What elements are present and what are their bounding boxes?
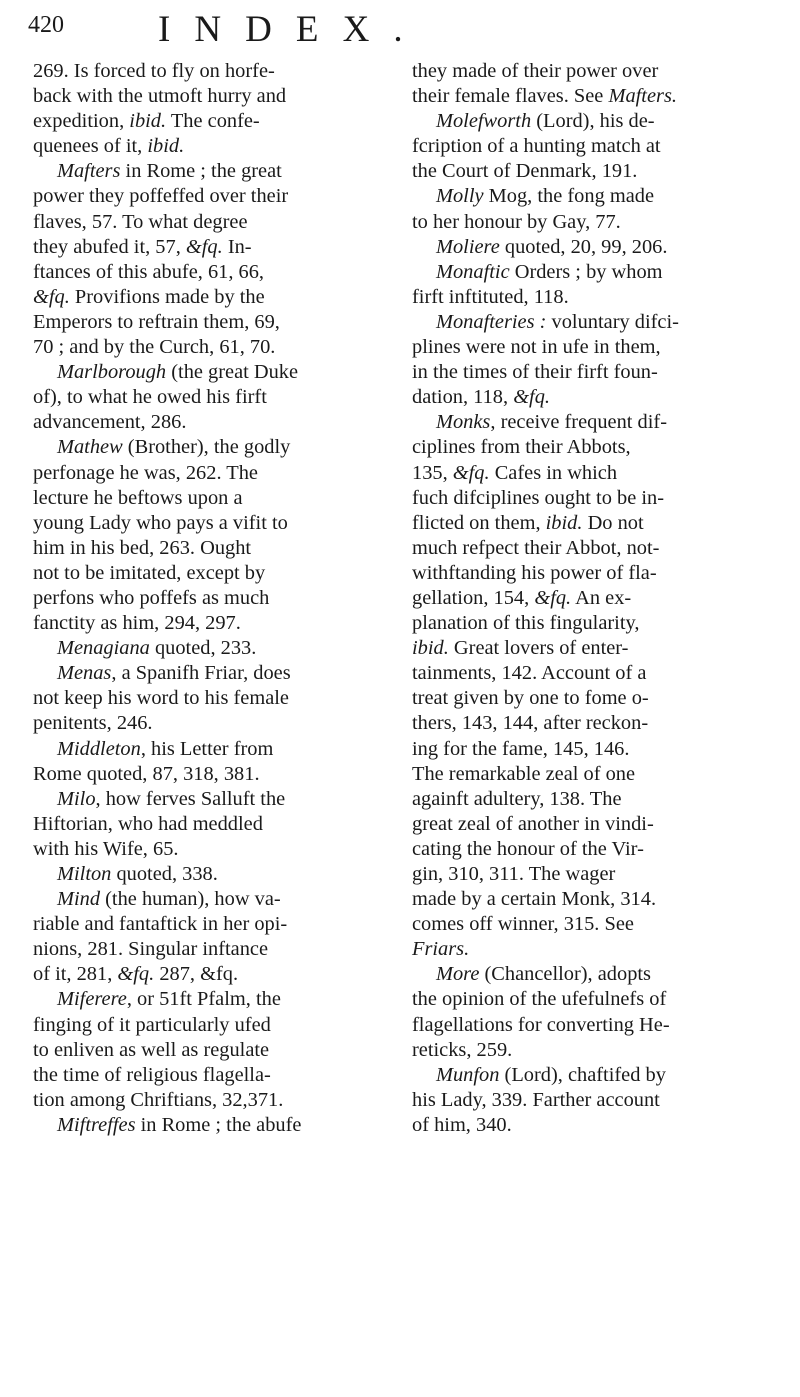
entry-line — [33, 486, 393, 511]
index-entry — [412, 260, 777, 310]
entry-line — [33, 1063, 393, 1088]
entry-line — [412, 636, 777, 661]
line-text: 70 ; and by the Curch, 61, 70. — [33, 336, 276, 359]
italic-term: &fq. — [513, 386, 551, 409]
italic-term: More — [436, 963, 480, 986]
line-text: gellation, 154, — [412, 586, 535, 609]
entry-line — [412, 235, 777, 260]
entry-line — [412, 134, 777, 159]
line-text: much refpect their Abbot, not- — [412, 536, 660, 559]
entry-line — [33, 410, 393, 435]
line-text: (the human), how va- — [100, 888, 281, 911]
line-text: Rome quoted, 87, 318, 381. — [33, 762, 260, 785]
line-text: to enliven as well as regulate — [33, 1038, 270, 1061]
line-text: In- — [222, 235, 252, 258]
entry-line — [412, 711, 777, 736]
italic-term: Menas — [57, 662, 112, 685]
line-text: The remarkable zeal of one — [412, 762, 636, 785]
entry-line — [412, 962, 777, 987]
entry-line — [412, 360, 777, 385]
line-text: his Lady, 339. Farther account — [412, 1088, 660, 1111]
index-entry — [33, 661, 393, 736]
entry-line — [33, 1113, 393, 1138]
entry-line — [33, 235, 393, 260]
line-text: finging of it particularly ufed — [33, 1013, 271, 1036]
italic-term: Milo — [57, 787, 96, 810]
italic-term: Mafters — [57, 160, 121, 183]
entry-line — [33, 536, 393, 561]
line-text: they made of their power over — [412, 60, 659, 82]
entry-line — [412, 410, 777, 435]
line-text: ing for the fame, 145, 146. — [412, 737, 630, 760]
italic-term: Monafteries : — [436, 310, 547, 333]
italic-term: ibid. — [147, 135, 185, 158]
italic-term: Molefworth — [436, 110, 532, 133]
line-text: reticks, 259. — [412, 1038, 513, 1061]
line-text: An ex- — [571, 586, 632, 609]
entry-line — [412, 787, 777, 812]
line-text: quoted, 338. — [111, 863, 218, 885]
line-text: their female flaves. See — [412, 85, 609, 108]
line-text: tainments, 142. Account of a — [412, 662, 647, 685]
line-text: quoted, 20, 99, 206. — [499, 235, 668, 258]
line-text: the opinion of the ufefulnefs of — [412, 988, 667, 1011]
line-text: ftances of this abufe, 61, 66, — [33, 260, 265, 283]
line-text: , or 51ft Pfalm, the — [126, 988, 281, 1011]
entry-line — [33, 862, 393, 887]
line-text: Great lovers of enter- — [448, 637, 629, 660]
index-entry — [33, 159, 393, 360]
entry-line — [412, 1063, 777, 1088]
italic-term: Miftreffes — [57, 1113, 136, 1136]
entry-line — [412, 862, 777, 887]
line-text: quenees of it, — [33, 135, 148, 158]
entry-line — [33, 109, 393, 134]
entry-line — [33, 360, 393, 385]
index-entry — [412, 962, 777, 1062]
index-entry — [33, 787, 393, 862]
entry-line — [33, 661, 393, 686]
page-header — [28, 8, 773, 48]
line-text: , how ferves Salluft the — [95, 787, 286, 810]
entry-line — [412, 887, 777, 912]
entry-line — [33, 335, 393, 360]
line-text: dation, 118, — [412, 386, 514, 409]
entry-line — [412, 511, 777, 536]
entry-line — [412, 486, 777, 511]
entry-line — [412, 812, 777, 837]
index-entry — [412, 184, 777, 234]
line-text: (Chancellor), adopts — [479, 963, 651, 986]
entry-line — [33, 711, 393, 736]
italic-term: Middleton — [57, 737, 141, 760]
italic-term: Milton — [57, 863, 112, 885]
index-entry — [33, 1113, 393, 1138]
index-entry — [412, 310, 777, 410]
italic-term: ibid. — [412, 637, 449, 660]
entry-line — [412, 536, 777, 561]
line-text: thers, 143, 144, after reckon- — [412, 712, 649, 735]
line-text: the time of religious flagella- — [33, 1063, 271, 1086]
index-entry — [412, 1063, 777, 1138]
page-number: 420 — [28, 12, 64, 38]
line-text: Hiftorian, who had meddled — [33, 812, 263, 835]
line-text: power they poffeffed over their — [33, 185, 289, 208]
line-text: cating the honour of the Vir- — [412, 837, 644, 860]
entry-line — [33, 84, 393, 109]
italic-term: &fq. — [185, 235, 223, 258]
line-text: planation of this fingularity, — [412, 612, 640, 635]
entry-line — [412, 385, 777, 410]
line-text: the Court of Denmark, 191. — [412, 160, 638, 183]
entry-line — [33, 837, 393, 862]
line-text: in the times of their firft foun- — [412, 361, 658, 384]
entry-line — [33, 686, 393, 711]
entry-line — [33, 586, 393, 611]
italic-term: Friars. — [412, 938, 470, 961]
entry-line — [33, 59, 393, 84]
entry-line — [33, 1088, 393, 1113]
line-text: young Lady who pays a vifit to — [33, 511, 288, 534]
entry-line — [33, 184, 393, 209]
entry-line — [33, 210, 393, 235]
entry-line — [412, 937, 777, 962]
entry-line — [412, 1013, 777, 1038]
entry-line — [33, 887, 393, 912]
line-text: firft inftituted, 118. — [412, 285, 569, 308]
line-text: not keep his word to his female — [33, 687, 289, 710]
line-text: flagellations for converting He- — [412, 1013, 670, 1036]
line-text: with his Wife, 65. — [33, 837, 179, 860]
entry-line — [33, 435, 393, 460]
entry-line — [412, 84, 777, 109]
line-text: treat given by one to fome o- — [412, 687, 649, 710]
italic-term: Munfon — [436, 1063, 500, 1086]
entry-line — [33, 134, 393, 159]
italic-term: ibid. — [545, 511, 583, 534]
line-text: Orders ; by whom — [509, 260, 663, 283]
line-text: to her honour by Gay, 77. — [412, 210, 621, 233]
line-text: of it, 281, — [33, 963, 118, 986]
line-text: quoted, 233. — [149, 637, 257, 660]
entry-line — [33, 812, 393, 837]
line-text: gin, 310, 311. The wager — [412, 863, 616, 885]
line-text: perfons who poffefs as much — [33, 586, 270, 609]
entry-line — [33, 159, 393, 184]
italic-term: Mind — [57, 888, 101, 911]
entry-line — [33, 260, 393, 285]
line-text: , a Spanifh Friar, does — [111, 662, 291, 685]
entry-line — [33, 561, 393, 586]
entry-line — [33, 1013, 393, 1038]
entry-line — [33, 511, 393, 536]
entry-line — [33, 611, 393, 636]
line-text: Do not — [582, 511, 644, 534]
line-text: in Rome ; the abufe — [135, 1113, 302, 1136]
line-text: (Lord), chaftifed by — [499, 1063, 666, 1086]
italic-term: &fq. — [534, 586, 572, 609]
entry-line — [412, 285, 777, 310]
entry-line — [33, 285, 393, 310]
entry-line — [33, 762, 393, 787]
line-text: (Lord), his de- — [531, 110, 655, 133]
line-text: of him, 340. — [412, 1113, 512, 1136]
italic-term: ibid. — [129, 110, 167, 133]
line-text: perfonage he was, 262. The — [33, 461, 258, 484]
line-text: him in his bed, 263. Ought — [33, 536, 252, 559]
entry-line — [412, 184, 777, 209]
entry-line — [412, 335, 777, 360]
line-text: , receive frequent dif- — [490, 411, 667, 434]
line-text: advancement, 286. — [33, 411, 187, 434]
entry-line — [412, 1088, 777, 1113]
entry-line — [33, 385, 393, 410]
line-text: Cafes in which — [489, 461, 618, 484]
line-text: nions, 281. Singular inftance — [33, 938, 269, 961]
line-text: (the great Duke — [166, 361, 299, 384]
entry-line — [412, 762, 777, 787]
line-text: tion among Chriftians, 32,371. — [33, 1088, 284, 1111]
line-text: Provifions made by the — [69, 285, 265, 308]
line-text: Mog, the fong made — [483, 185, 655, 208]
line-text: withftanding his power of fla- — [412, 561, 657, 584]
index-entry — [33, 862, 393, 887]
entry-line — [412, 461, 777, 486]
index-entry — [33, 435, 393, 636]
italic-term: Monks — [436, 411, 491, 434]
line-text: (Brother), the godly — [122, 436, 291, 459]
entry-line — [412, 912, 777, 937]
line-text: fuch difciplines ought to be in- — [412, 486, 664, 509]
entry-line — [33, 310, 393, 335]
index-entry — [33, 987, 393, 1112]
entry-line — [412, 435, 777, 460]
line-text: lecture he beftows upon a — [33, 486, 243, 509]
italic-term: Moliere — [436, 235, 500, 258]
line-text: expedition, — [33, 110, 130, 133]
line-text: riable and fantaftick in her opi- — [33, 913, 288, 936]
index-entry — [33, 636, 393, 661]
right-column — [412, 59, 777, 1138]
line-text: againft adultery, 138. The — [412, 787, 622, 810]
entry-line — [33, 737, 393, 762]
index-entry — [412, 235, 777, 260]
line-text: 287, &fq. — [154, 963, 239, 986]
line-text: they abufed it, 57, — [33, 235, 186, 258]
line-text: , his Letter from — [140, 737, 274, 760]
italic-term: Marlborough — [57, 361, 167, 384]
line-text: flicted on them, — [412, 511, 546, 534]
entry-line — [33, 636, 393, 661]
entry-line — [33, 962, 393, 987]
entry-line — [412, 586, 777, 611]
line-text: fanctity as him, 294, 297. — [33, 612, 241, 635]
entry-line — [412, 1113, 777, 1138]
entry-line — [412, 661, 777, 686]
line-text: penitents, 246. — [33, 712, 153, 735]
line-text: not to be imitated, except by — [33, 561, 266, 584]
italic-term: &fq. — [33, 285, 70, 308]
entry-line — [412, 611, 777, 636]
index-entry — [412, 59, 777, 109]
line-text: flaves, 57. To what degree — [33, 210, 248, 233]
entry-line — [412, 109, 777, 134]
entry-line — [412, 260, 777, 285]
italic-term: Mathew — [57, 436, 123, 459]
line-text: in Rome ; the great — [120, 160, 282, 183]
line-text: made by a certain Monk, 314. — [412, 888, 657, 911]
italic-term: Mafters. — [608, 85, 677, 108]
entry-line — [412, 159, 777, 184]
index-entry — [33, 59, 393, 159]
entry-line — [412, 210, 777, 235]
line-text: 269. Is forced to fly on horfe- — [33, 60, 275, 82]
line-text: The confe- — [166, 110, 260, 133]
entry-line — [33, 937, 393, 962]
entry-line — [33, 987, 393, 1012]
italic-term: Molly — [436, 185, 484, 208]
entry-line — [33, 461, 393, 486]
line-text: great zeal of another in vindi- — [412, 812, 654, 835]
italic-term: &fq. — [452, 461, 490, 484]
line-text: 135, — [412, 461, 453, 484]
entry-line — [412, 561, 777, 586]
running-head: INDEX. — [158, 9, 427, 50]
entry-line — [412, 837, 777, 862]
line-text: voluntary difci- — [546, 310, 679, 333]
entry-line — [412, 1038, 777, 1063]
entry-line — [33, 1038, 393, 1063]
line-text: plines were not in ufe in them, — [412, 336, 661, 359]
italic-term: Monaftic — [436, 260, 510, 283]
entry-line — [412, 59, 777, 84]
line-text: ciplines from their Abbots, — [412, 436, 631, 459]
entry-line — [412, 987, 777, 1012]
line-text: Emperors to reftrain them, 69, — [33, 310, 280, 333]
entry-line — [412, 737, 777, 762]
line-text: of), to what he owed his firft — [33, 386, 267, 409]
line-text: fcription of a hunting match at — [412, 135, 661, 158]
entry-line — [412, 310, 777, 335]
line-text: back with the utmoft hurry and — [33, 85, 287, 108]
italic-term: Miferere — [57, 988, 127, 1011]
index-entry — [33, 887, 393, 987]
index-entry — [412, 410, 777, 962]
italic-term: Menagiana — [57, 637, 150, 660]
entry-line — [33, 787, 393, 812]
line-text: comes off winner, 315. See — [412, 913, 634, 936]
entry-line — [33, 912, 393, 937]
italic-term: &fq. — [117, 963, 155, 986]
index-entry — [33, 360, 393, 435]
entry-line — [412, 686, 777, 711]
index-entry — [33, 737, 393, 787]
left-column — [33, 59, 393, 1138]
index-entry — [412, 109, 777, 184]
